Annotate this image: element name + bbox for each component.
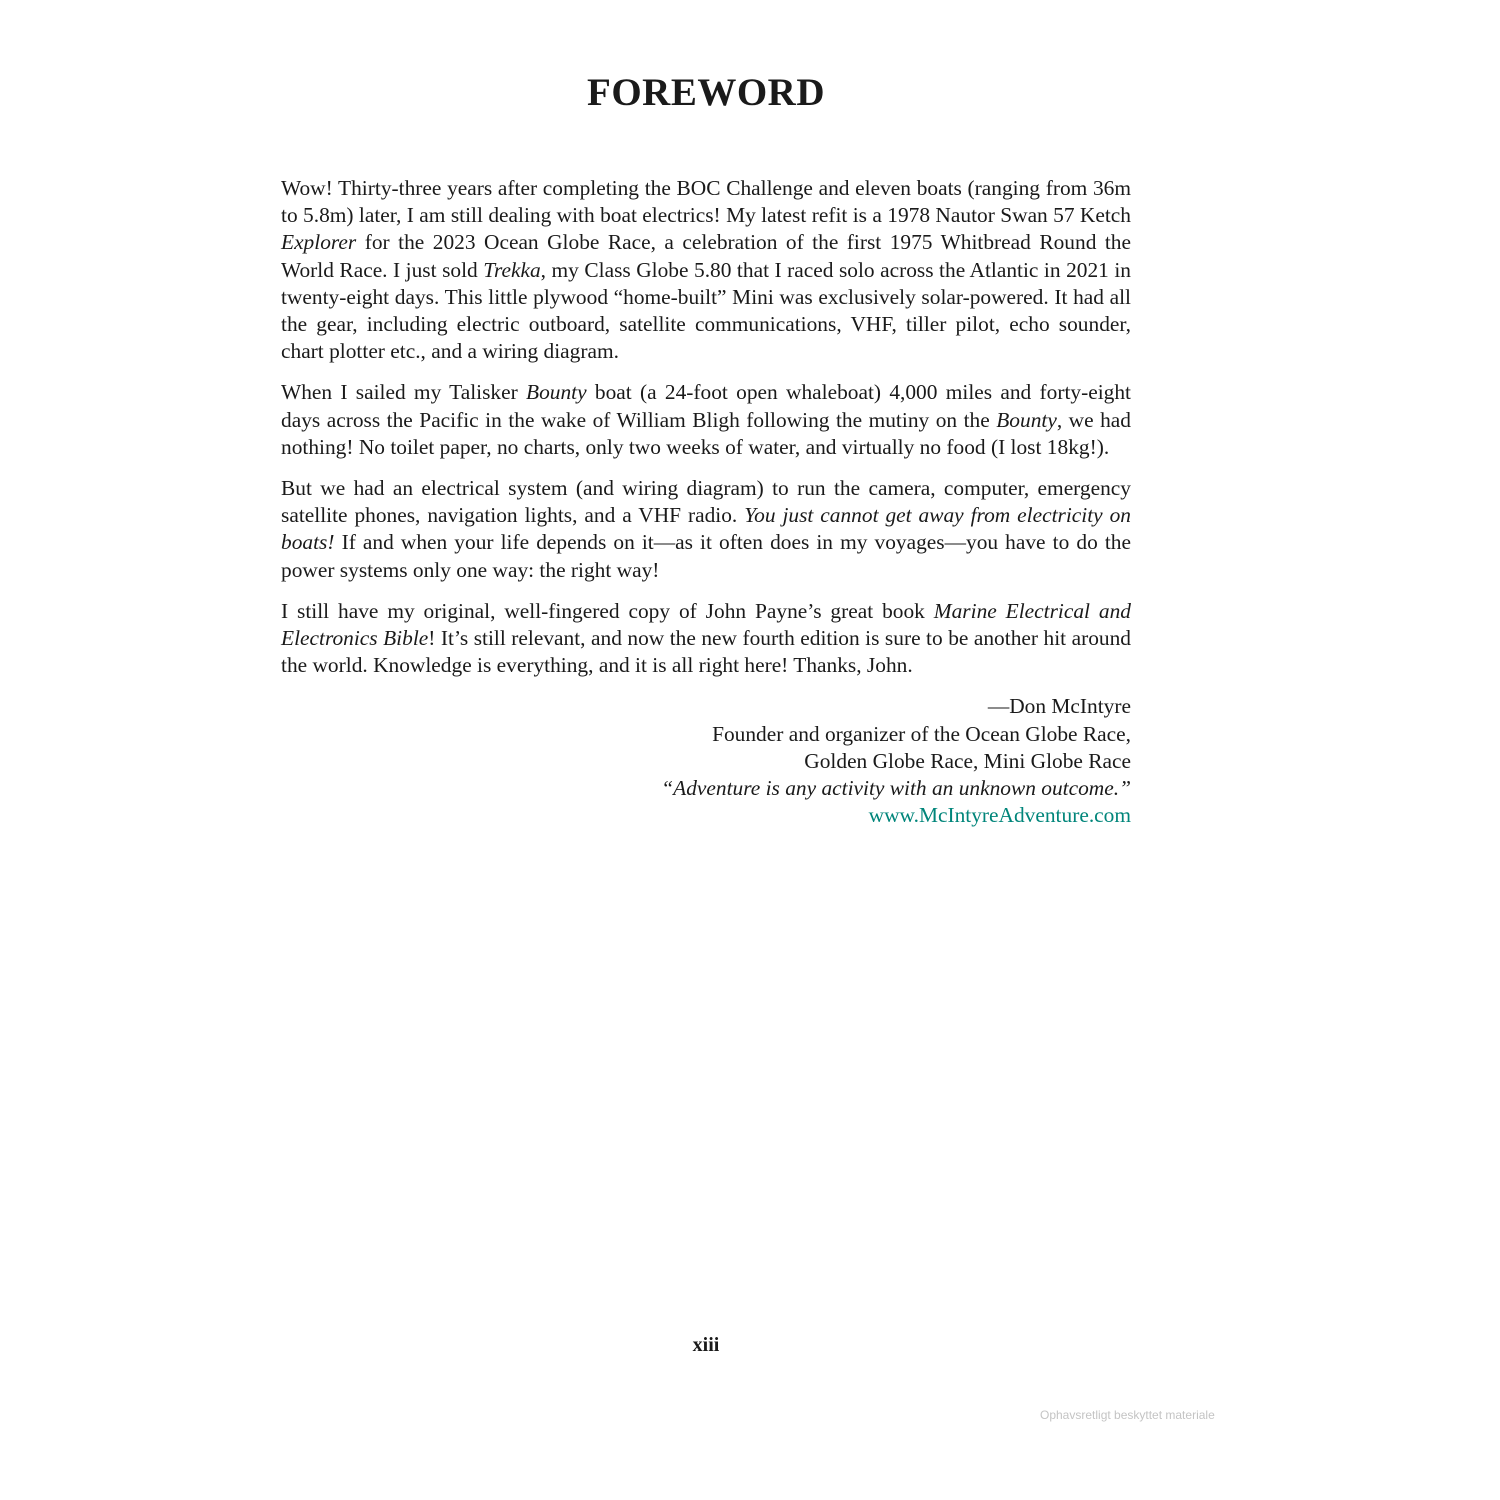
paragraph-3 xyxy=(281,475,1131,584)
paragraph-1-text-c: for the 2023 Ocean Globe Race, a celebration of the first 1975 Whitbread Round the World Race. I just sold xyxy=(281,230,1131,282)
paragraph-1 xyxy=(281,175,1131,365)
page-number: xiii xyxy=(692,1334,720,1356)
author-role-line-2: Golden Globe Race, Mini Globe Race xyxy=(804,748,1131,773)
signature-block xyxy=(281,693,1131,829)
emphasis-electricity: You just cannot get away from electricity on boats! xyxy=(281,503,1131,555)
foreword-body xyxy=(281,175,1131,829)
paragraph-1-text-e: , my Class Globe 5.80 that I raced solo across the Atlantic in 2021 in twenty-eight days. This little plywood “home-built” Mini was exclusively solar-powered. It had all the gear, including electric outboard, satellite communications, VHF, tiller pilot, echo sounder, chart plotter etc., and a wiring diagram. xyxy=(281,257,1131,364)
paragraph-2-text-c: boat (a 24-foot open whaleboat) 4,000 miles and forty-eight days across the Pacific in the wake of William Bligh following the mutiny on the xyxy=(281,380,1131,432)
paragraph-4-text-a: I still have my original, well-fingered copy of John Payne’s great book xyxy=(281,598,934,623)
page-title: FOREWORD xyxy=(587,71,825,114)
author-quote-text: “Adventure is any activity with an unknown outcome.” xyxy=(661,776,1131,801)
author-quote xyxy=(281,775,1131,802)
author-website-link[interactable] xyxy=(281,802,1131,829)
paragraph-1-text-a: Wow! Thirty-three years after completing the BOC Challenge and eleven boats (ranging from 36m to 5.8m) later, I am still dealing with boat electrics! My latest refit is a 1978 Nautor Swan 57 Ketch xyxy=(281,176,1131,228)
author-website-text[interactable]: www.McIntyreAdventure.com xyxy=(868,803,1131,828)
paragraph-4-text-c: ! It’s still relevant, and now the new fourth edition is sure to be another hit around the world. Knowledge is everything, and it is all right here! Thanks, John. xyxy=(281,626,1131,678)
book-title: Marine Electrical and Electronics Bible xyxy=(281,598,1131,651)
paragraph-4 xyxy=(281,598,1131,680)
boat-name-bounty: Bounty xyxy=(526,380,587,405)
ship-name-bounty: Bounty xyxy=(996,407,1057,432)
paragraph-3-text-a: But we had an electrical system (and wiring diagram) to run the camera, computer, emergency satellite phones, navigation lights, and a VHF radio. xyxy=(281,476,1131,528)
copyright-watermark: Ophavsretligt beskyttet materiale xyxy=(1040,1408,1215,1422)
paragraph-2 xyxy=(281,379,1131,461)
paragraph-2-text-e: , we had nothing! No toilet paper, no charts, only two weeks of water, and virtually no food (I lost 18kg!). xyxy=(281,407,1131,459)
paragraph-3-text-c: If and when your life depends on it—as it often does in my voyages—you have to do the power systems only one way: the right way! xyxy=(281,530,1131,582)
boat-name-trekka: Trekka xyxy=(483,257,541,282)
author-name: —Don McIntyre xyxy=(987,694,1131,719)
author-role-line-1: Founder and organizer of the Ocean Globe Race, xyxy=(712,721,1131,746)
boat-name-explorer: Explorer xyxy=(281,230,357,255)
paragraph-2-text-a: When I sailed my Talisker xyxy=(281,380,527,405)
